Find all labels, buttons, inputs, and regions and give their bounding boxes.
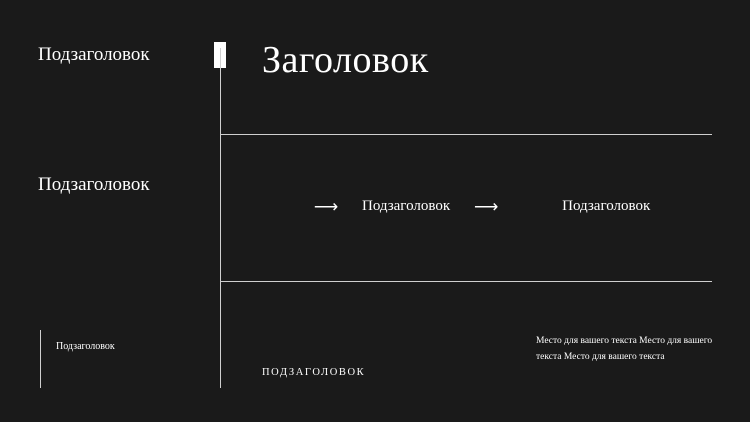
subtitle-left-middle: Подзаголовок bbox=[38, 174, 150, 195]
flow-step-label-1: Подзаголовок bbox=[362, 198, 451, 214]
body-placeholder-text: Место для вашего текста Место для вашего текста Место для вашего текста bbox=[536, 336, 713, 363]
horizontal-rule-top bbox=[220, 134, 712, 135]
footer-subtitle-caps: ПОДЗАГОЛОВОК bbox=[262, 367, 366, 378]
flow-step-label-2: Подзаголовок bbox=[562, 198, 651, 214]
subtitle-left-top: Подзаголовок bbox=[38, 44, 150, 65]
arrow-right-icon-2: ⟶ bbox=[473, 197, 499, 216]
horizontal-rule-bottom bbox=[220, 281, 712, 282]
vertical-divider-line bbox=[220, 48, 221, 388]
page-title: Заголовок bbox=[262, 39, 429, 81]
arrow-right-icon-1: ⟶ bbox=[313, 197, 339, 216]
caption-small-label: Подзаголовок bbox=[56, 341, 115, 352]
caption-vertical-rule bbox=[40, 330, 41, 388]
flow-diagram-row bbox=[300, 198, 712, 215]
